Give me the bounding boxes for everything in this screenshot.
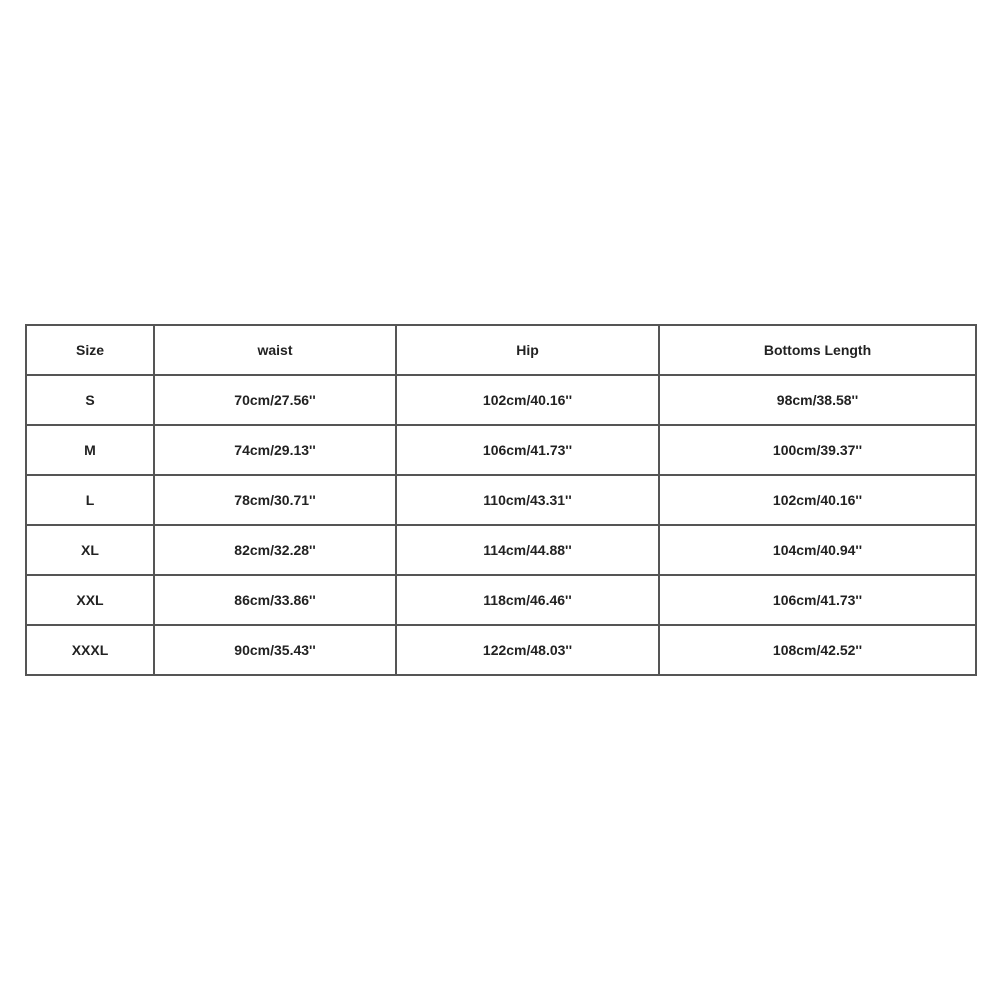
header-row (26, 325, 976, 375)
table-row (26, 425, 976, 475)
bottoms-length-cell: 108cm/42.52'' (659, 625, 976, 675)
waist-cell: 78cm/30.71'' (154, 475, 396, 525)
waist-cell: 74cm/29.13'' (154, 425, 396, 475)
bottoms-length-cell: 104cm/40.94'' (659, 525, 976, 575)
waist-cell: 90cm/35.43'' (154, 625, 396, 675)
size-chart-table (25, 324, 977, 676)
hip-cell: 110cm/43.31'' (396, 475, 659, 525)
hip-cell: 102cm/40.16'' (396, 375, 659, 425)
hip-cell: 122cm/48.03'' (396, 625, 659, 675)
header-size: Size (26, 325, 154, 375)
bottoms-length-cell: 98cm/38.58'' (659, 375, 976, 425)
table-row (26, 525, 976, 575)
bottoms-length-cell: 100cm/39.37'' (659, 425, 976, 475)
size-cell: M (26, 425, 154, 475)
hip-cell: 118cm/46.46'' (396, 575, 659, 625)
size-cell: S (26, 375, 154, 425)
waist-cell: 70cm/27.56'' (154, 375, 396, 425)
header-hip: Hip (396, 325, 659, 375)
bottoms-length-cell: 102cm/40.16'' (659, 475, 976, 525)
table-row (26, 375, 976, 425)
waist-cell: 82cm/32.28'' (154, 525, 396, 575)
hip-cell: 106cm/41.73'' (396, 425, 659, 475)
header-bottoms-length: Bottoms Length (659, 325, 976, 375)
size-cell: XL (26, 525, 154, 575)
size-cell: XXL (26, 575, 154, 625)
bottoms-length-cell: 106cm/41.73'' (659, 575, 976, 625)
table-row (26, 625, 976, 675)
table-row (26, 475, 976, 525)
hip-cell: 114cm/44.88'' (396, 525, 659, 575)
size-cell: XXXL (26, 625, 154, 675)
waist-cell: 86cm/33.86'' (154, 575, 396, 625)
header-waist: waist (154, 325, 396, 375)
table-row (26, 575, 976, 625)
size-cell: L (26, 475, 154, 525)
